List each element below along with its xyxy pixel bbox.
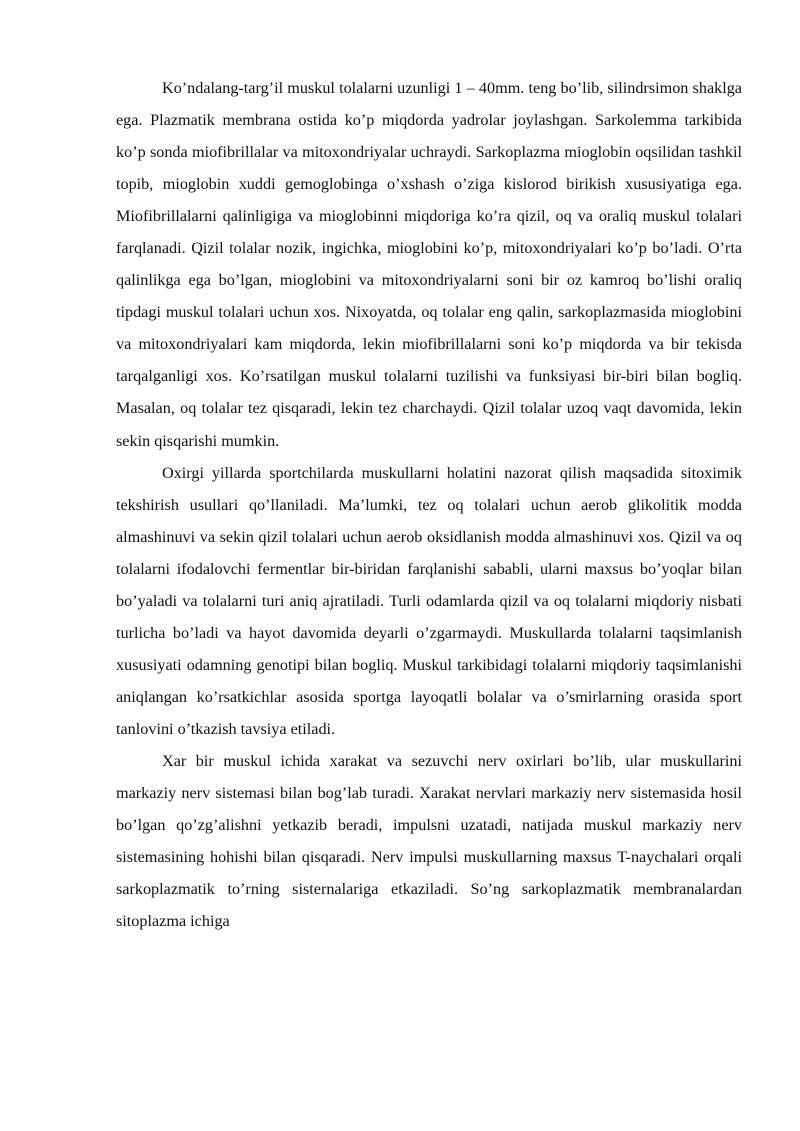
- paragraph-cytochemical-testing: Oxirgi yillarda sportchilarda muskullarni holatini nazorat qilish maqsadida sitoximik tekshirish usullari qo’llaniladi. Ma’lumki, tez oq tolalari uchun aerob glikolitik modda almashinuvi va sekin qizil tolalari uchun aerob oksidlanish modda almashinuvi xos. Qizil va oq tolalarni ifodalovchi fermentlar bir-biridan farqlanishi sababli, ularni maxsus bo’yoqlar bilan bo’yaladi va tolalarni turi aniq ajratiladi. Turli odamlarda qizil va oq tolalarni miqdoriy nisbati turlicha bo’ladi va hayot davomida deyarli o’zgarmaydi. Muskullarda tolalarni taqsimlanish xususiyati odamning genotipi bilan bogliq. Muskul tarkibidagi tolalarni miqdoriy taqsimlanishi aniqlangan ko’rsatkichlar asosida sportga layoqatli bolalar va o’smirlarning orasida sport tanlovini o’tkazish tavsiya etiladi.: [116, 463, 742, 738]
- paragraph-nerve-endings: Xar bir muskul ichida xarakat va sezuvchi nerv oxirlari bo’lib, ular muskullarini markaziy nerv sistemasi bilan bog’lab turadi. Xarakat nervlari markaziy nerv sistemasida hosil bo’lgan qo’zg’alishni yetkazib beradi, impulsni uzatadi, natijada muskul markaziy nerv sistemasining hohishi bilan qisqaradi. Nerv impulsi muskullarning maxsus T-naychalari orqali sarkoplazmatik to’rning sisternalariga etkaziladi. So’ng sarkoplazmatik membranalardan sitoplazma ichiga: [116, 751, 742, 931]
- paragraph-muscle-fiber-types: Ko’ndalang-targ’il muskul tolalarni uzunligi 1 – 40mm. teng bo’lib, silindrsimon shaklga ega. Plazmatik membrana ostida ko’p miqdorda yadrolar joylashgan. Sarkolemma tarkibida ko’p sonda miofibrillalar va mitoxondriyalar uchraydi. Sarkoplazma mioglobin oqsilidan tashkil topib, mioglobin xuddi gemoglobinga o’xshash o’ziga kislorod birikish xususiyatiga ega. Miofibrillalarni qalinligiga va mioglobinni miqdoriga ko’ra qizil, oq va oraliq muskul tolalari farqlanadi. Qizil tolalar nozik, ingichka, mioglobini ko’p, mitoxondriyalari ko’p bo’ladi. O’rta qalinlikga ega bo’lgan, mioglobini va mitoxondriyalarni soni bir oz kamroq bo’lishi oraliq tipdagi muskul tolalari uchun xos. Nixoyatda, oq tolalar eng qalin, sarkoplazmasida mioglobini va mitoxondriyalari kam miqdorda, lekin miofibrillalarni soni ko’p miqdorda va bir tekisda tarqalganligi xos. Ko’rsatilgan muskul tolalarni tuzilishi va funksiyasi bir-biri bilan bogliq. Masalan, oq tolalar tez qisqaradi, lekin tez charchaydi. Qizil tolalar uzoq vaqt davomida, lekin sekin qisqarishi mumkin.: [116, 79, 742, 450]
- document-page: [116, 72, 742, 937]
